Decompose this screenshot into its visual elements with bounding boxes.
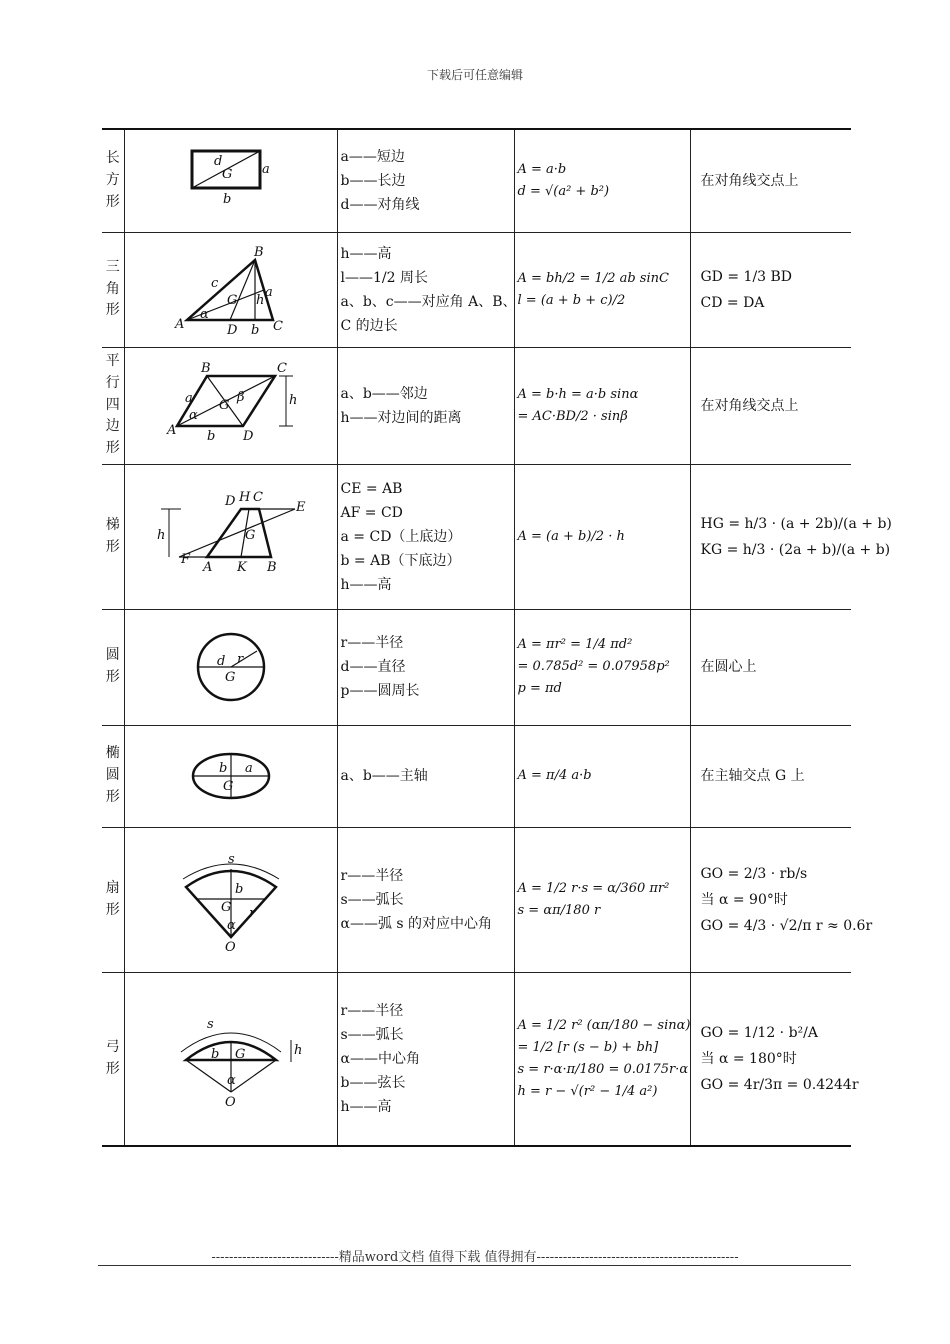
- shape-name-char: 形: [105, 440, 120, 457]
- formula-line: α——中心角: [340, 1050, 420, 1067]
- formula-line: C 的边长: [340, 317, 398, 334]
- svg-text:G: G: [234, 1046, 245, 1062]
- formula-line: KG = h/3 · (2a + b)/(a + b): [700, 541, 891, 558]
- shape-name-char: 形: [105, 193, 120, 210]
- svg-text:h: h: [255, 292, 264, 308]
- formula-line: a、b——邻边: [340, 385, 428, 402]
- svg-text:s: s: [227, 851, 235, 867]
- shape-name-char: 三: [105, 258, 120, 275]
- area-formula-cell: [514, 972, 690, 1146]
- svg-text:C: C: [276, 360, 287, 376]
- formula-line: s = r·α·π/180 = 0.0175r·α: [517, 1061, 689, 1077]
- definitions-cell: [337, 347, 514, 464]
- svg-text:c: c: [210, 275, 218, 291]
- svg-text:D: D: [226, 322, 237, 338]
- area-formula-cell: [514, 827, 690, 972]
- circle-figure: [131, 617, 331, 717]
- formula-line: A = (a + b)/2 · h: [517, 528, 625, 544]
- svg-text:O: O: [224, 939, 236, 955]
- table-row: [102, 827, 851, 972]
- svg-text:a: a: [244, 761, 253, 776]
- shape-name-char: 弓: [105, 1039, 120, 1056]
- shape-figure: [124, 232, 337, 347]
- svg-text:r: r: [248, 905, 255, 921]
- svg-text:α: α: [199, 306, 209, 322]
- formula-line: A = 1/2 r·s = α/360 πr²: [517, 880, 670, 896]
- svg-text:G: G: [218, 397, 229, 413]
- formula-line: A = πr² = 1/4 πd²: [517, 637, 633, 652]
- table-row: [102, 464, 851, 609]
- shape-name-char: 行: [105, 374, 120, 391]
- shape-name-char: 形: [105, 538, 120, 555]
- shape-name-char: 方: [105, 171, 120, 188]
- formula-line: h——高: [340, 245, 392, 262]
- shape-name-char: 边: [105, 418, 120, 435]
- shape-name-char: 长: [105, 150, 120, 167]
- formula-line: 在主轴交点 G 上: [700, 768, 805, 784]
- shape-name-char: 形: [105, 302, 120, 319]
- svg-text:b: b: [206, 428, 215, 444]
- shape-name: [102, 464, 124, 609]
- svg-text:B: B: [266, 559, 277, 575]
- formula-line: 在对角线交点上: [700, 172, 799, 189]
- formula-line: r——半径: [340, 1002, 404, 1019]
- formula-line: A = bh/2 = 1/2 ab sinC: [517, 270, 669, 286]
- area-formula-cell: [514, 232, 690, 347]
- formula-line: h——高: [340, 576, 392, 593]
- formula-line: HG = h/3 · (a + 2b)/(a + b): [700, 515, 892, 532]
- svg-text:h: h: [156, 527, 165, 543]
- shape-name: [102, 827, 124, 972]
- table-row: [102, 232, 851, 347]
- shape-figure: [124, 827, 337, 972]
- formula-line: b——弦长: [340, 1074, 406, 1091]
- shape-name: [102, 347, 124, 464]
- svg-text:b: b: [218, 761, 227, 776]
- shape-name-char: 梯: [105, 516, 120, 533]
- area-formula-cell: [514, 347, 690, 464]
- formula-line: 当 α = 180°时: [700, 1050, 797, 1067]
- shape-name-char: 形: [105, 1060, 120, 1077]
- formula-line: d = √(a² + b²): [517, 183, 610, 199]
- svg-text:a: a: [184, 390, 193, 406]
- definitions-cell: [337, 972, 514, 1146]
- formula-line: = AC·BD/2 · sinβ: [517, 408, 628, 424]
- svg-text:b: b: [250, 322, 259, 338]
- formula-line: = 1/2 [r (s − b) + bh]: [517, 1039, 659, 1055]
- formula-line: GO = 2/3 · rb/s: [700, 865, 808, 882]
- svg-text:G: G: [222, 779, 233, 794]
- svg-text:a: a: [261, 161, 270, 177]
- centroid-cell: [690, 347, 851, 464]
- triangle-figure: [131, 240, 331, 340]
- formula-line: d——对角线: [340, 196, 420, 213]
- formula-line: s——弧长: [340, 1026, 404, 1043]
- svg-text:a: a: [264, 284, 273, 300]
- svg-text:D: D: [242, 428, 253, 444]
- shape-name-char: 扇: [105, 879, 120, 896]
- formula-line: a、b——主轴: [340, 768, 428, 784]
- definitions-cell: [337, 725, 514, 827]
- svg-text:A: A: [174, 316, 184, 332]
- shape-name: [102, 725, 124, 827]
- page-footer: -----------------------------精品word文档 值得下载 值得拥有----------------------------------------------: [211, 1250, 739, 1265]
- shape-properties-table: [102, 128, 892, 1147]
- shape-name-char: 四: [105, 396, 120, 413]
- svg-text:d: d: [213, 153, 222, 169]
- definitions-cell: [337, 129, 514, 232]
- formula-line: s = απ/180 r: [517, 902, 601, 918]
- svg-text:s: s: [206, 1016, 214, 1032]
- formula-line: A = 1/2 r² (απ/180 − sinα): [517, 1017, 691, 1033]
- formula-line: GO = 4r/3π = 0.4244r: [700, 1076, 859, 1093]
- formula-line: = 0.785d² = 0.07958p²: [517, 659, 670, 674]
- shape-figure: [124, 347, 337, 464]
- formula-line: l = (a + b + c)/2: [517, 292, 626, 308]
- table-row: [102, 972, 851, 1146]
- trapezoid-figure: [131, 487, 331, 587]
- shape-name-char: 形: [105, 669, 120, 685]
- formula-line: A = a·b: [517, 161, 567, 177]
- definitions-cell: [337, 827, 514, 972]
- formula-line: a、b、c——对应角 A、B、: [340, 293, 517, 310]
- svg-text:G: G: [221, 166, 232, 182]
- formula-line: 在圆心上: [700, 659, 757, 675]
- formula-line: h = r − √(r² − 1/4 a²): [517, 1083, 658, 1099]
- formula-line: GO = 1/12 · b²/A: [700, 1024, 818, 1041]
- centroid-cell: [690, 725, 851, 827]
- centroid-cell: [690, 464, 892, 609]
- shape-name-char: 形: [105, 788, 120, 805]
- svg-text:O: O: [224, 1094, 236, 1110]
- table-row: [102, 129, 851, 232]
- formula-line: 当 α = 90°时: [700, 891, 788, 908]
- shape-name-char: 形: [105, 901, 120, 918]
- svg-text:A: A: [202, 559, 212, 575]
- definitions-cell: [337, 609, 514, 725]
- svg-text:b: b: [210, 1046, 219, 1062]
- sector-figure: [131, 845, 331, 955]
- svg-text:r: r: [236, 652, 243, 667]
- svg-text:H: H: [238, 489, 250, 505]
- formula-line: l——1/2 周长: [340, 269, 428, 286]
- svg-text:A: A: [166, 422, 176, 438]
- formula-line: a = CD（上底边）: [340, 528, 462, 545]
- svg-text:D: D: [224, 493, 235, 509]
- shape-name: [102, 972, 124, 1146]
- svg-text:b: b: [222, 191, 231, 207]
- area-formula-cell: [514, 464, 690, 609]
- shape-name: [102, 129, 124, 232]
- footer-divider: [98, 1265, 851, 1266]
- shape-name-char: 圆: [105, 767, 120, 784]
- svg-text:b: b: [234, 881, 243, 897]
- shape-name: [102, 609, 124, 725]
- centroid-cell: [690, 129, 851, 232]
- svg-text:G: G: [244, 527, 255, 543]
- shape-figure: [124, 129, 337, 232]
- formula-line: h——对边间的距离: [340, 409, 462, 426]
- formula-line: CE = AB: [340, 480, 403, 497]
- formula-line: A = π/4 a·b: [517, 768, 592, 783]
- svg-text:α: α: [226, 1072, 236, 1088]
- centroid-cell: [690, 972, 859, 1146]
- svg-text:G: G: [220, 899, 231, 915]
- shape-figure: [124, 972, 337, 1146]
- segment-figure: [131, 1004, 331, 1114]
- formula-line: b——长边: [340, 172, 406, 189]
- rectangle-figure: [131, 141, 331, 221]
- svg-text:E: E: [295, 499, 305, 515]
- formula-line: α——弧 s 的对应中心角: [340, 915, 493, 932]
- table-row: [102, 725, 851, 827]
- formula-line: GD = 1/3 BD: [700, 268, 793, 285]
- svg-text:α: α: [226, 917, 236, 933]
- shape-figure: [124, 609, 337, 725]
- svg-text:β: β: [236, 389, 245, 405]
- centroid-cell: [690, 609, 851, 725]
- page-header: 下载后可任意编辑: [426, 68, 523, 82]
- definitions-cell: [337, 232, 517, 347]
- formula-line: p = πd: [517, 681, 562, 696]
- svg-text:C: C: [252, 489, 263, 505]
- svg-text:h: h: [293, 1042, 302, 1058]
- svg-text:d: d: [216, 654, 225, 669]
- svg-text:h: h: [288, 392, 297, 408]
- centroid-cell: [690, 232, 851, 347]
- area-formula-cell: [514, 129, 690, 232]
- svg-text:B: B: [200, 360, 211, 376]
- svg-text:α: α: [188, 407, 198, 423]
- svg-text:G: G: [224, 670, 235, 685]
- shape-name-char: 角: [105, 280, 120, 297]
- formula-line: h——高: [340, 1098, 392, 1115]
- definitions-cell: [337, 464, 514, 609]
- svg-text:G: G: [226, 292, 237, 308]
- svg-text:K: K: [236, 559, 247, 575]
- formula-line: r——半径: [340, 635, 404, 651]
- centroid-cell: [690, 827, 873, 972]
- table-row: [102, 347, 851, 464]
- ellipse-figure: [131, 736, 331, 816]
- shape-figure: [124, 464, 337, 609]
- formula-line: d——直径: [340, 659, 406, 675]
- shape-name-char: 圆: [105, 647, 120, 664]
- parallelogram-figure: [131, 356, 331, 456]
- shape-name-char: 平: [105, 353, 120, 370]
- area-formula-cell: [514, 725, 690, 827]
- formula-line: CD = DA: [700, 294, 765, 311]
- shape-figure: [124, 725, 337, 827]
- formula-line: GO = 4/3 · √2/π r ≈ 0.6r: [700, 917, 873, 934]
- shape-name: [102, 232, 124, 347]
- table-row: [102, 609, 851, 725]
- formula-line: b = AB（下底边）: [340, 552, 461, 569]
- formula-line: r——半径: [340, 867, 404, 884]
- shape-name-char: 椭: [105, 745, 120, 762]
- formula-line: 在对角线交点上: [700, 397, 799, 414]
- formula-line: p——圆周长: [340, 683, 420, 699]
- svg-text:C: C: [272, 318, 283, 334]
- svg-text:F: F: [180, 551, 190, 567]
- formula-line: A = b·h = a·b sinα: [517, 386, 639, 402]
- formula-line: AF = CD: [340, 504, 403, 521]
- formula-line: a——短边: [340, 148, 405, 165]
- area-formula-cell: [514, 609, 690, 725]
- svg-text:B: B: [253, 244, 264, 260]
- formula-line: s——弧长: [340, 891, 404, 908]
